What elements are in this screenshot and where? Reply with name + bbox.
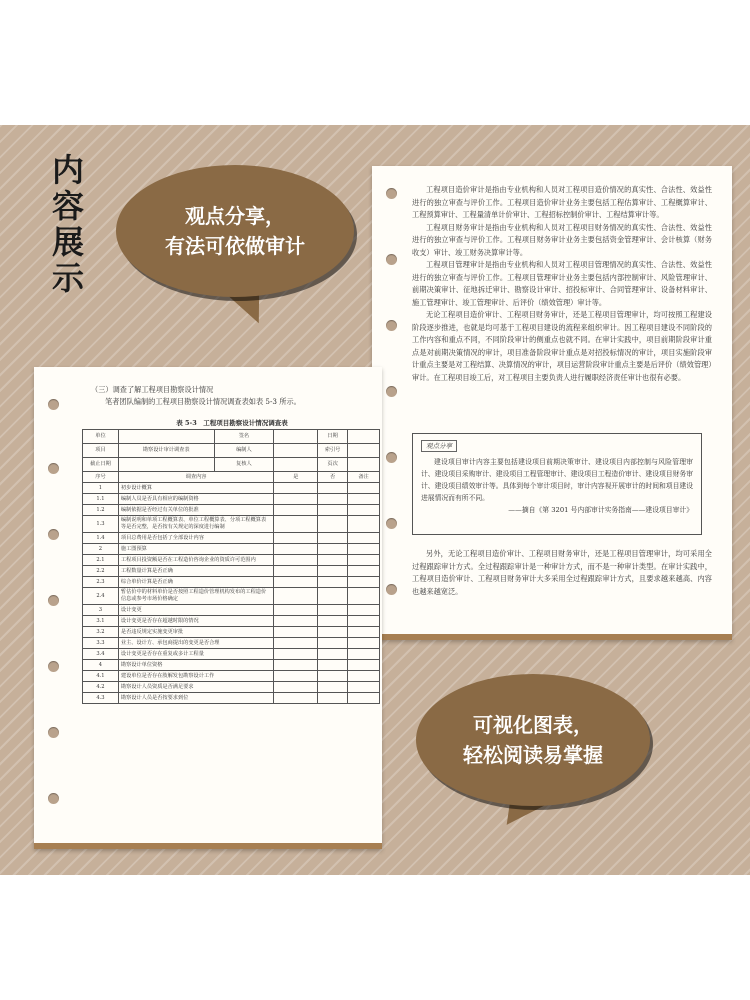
row-yes [274, 505, 318, 516]
binder-hole [386, 518, 397, 529]
row-remark [348, 505, 380, 516]
table-row [83, 544, 380, 555]
row-number: 3.1 [83, 616, 119, 627]
meta-value [118, 458, 214, 472]
bubble-line: 可视化图表， [473, 713, 593, 737]
meta-value [274, 430, 318, 444]
row-remark [348, 693, 380, 704]
row-no [318, 627, 348, 638]
row-yes [274, 544, 318, 555]
meta-label: 截止日期 [83, 458, 119, 472]
binder-hole [386, 254, 397, 265]
side-title [48, 152, 88, 296]
meta-label: 编制人 [214, 444, 274, 458]
chart-bubble [416, 674, 650, 806]
row-content: 编制人员是否具有相应的编制资格 [118, 494, 273, 505]
row-no [318, 605, 348, 616]
table-row [83, 660, 380, 671]
paragraph: 无论工程项目造价审计、工程项目财务审计，还是工程项目管理审计，均可按照工程建设阶段逐步推进，也就是均可基于工程项目建设的流程来组织审计。因工程项目建设不同阶段的工作内容和重点不同，不同阶段审计的侧重点也就不同。在审计实践中，项目前期阶段审计重点是对前期决策情况的审计，项目准备阶段审计重点是对招投标情况的审计，项目实施阶段审计重点主要是对工程结算、决算情况的审计，项目运营阶段审计重点主要是后评价（绩效管理）审计。在工程项目竣工后，对工程项目主要负责人进行履职经济责任审计也很有必要。 [412, 310, 712, 382]
row-number: 4.3 [83, 693, 119, 704]
row-content: 初步设计概算 [118, 483, 273, 494]
row-no [318, 566, 348, 577]
binder-hole [48, 399, 59, 410]
row-yes [274, 555, 318, 566]
row-number: 2.1 [83, 555, 119, 566]
row-number: 1.4 [83, 533, 119, 544]
row-number: 4.1 [83, 671, 119, 682]
table-row [83, 494, 380, 505]
row-number: 2 [83, 544, 119, 555]
meta-label: 项目 [83, 444, 119, 458]
binder-hole [386, 320, 397, 331]
meta-label: 单位 [83, 430, 119, 444]
row-number: 1 [83, 483, 119, 494]
row-content: 施工图预算 [118, 544, 273, 555]
row-number: 4 [83, 660, 119, 671]
row-number: 1.2 [83, 505, 119, 516]
paragraph: 工程项目造价审计是指由专业机构和人员对工程项目造价情况的真实性、合法性、效益性进行的独立审查与评价工作。工程项目造价审计业务主要包括工程估算审计、工程概算审计、工程预算审计、工程量清单计价审计、工程招标控制价审计、工程结算审计等。 [412, 185, 712, 219]
row-remark [348, 671, 380, 682]
table-meta-row [83, 444, 380, 458]
row-no [318, 516, 348, 533]
meta-value [274, 458, 318, 472]
row-number: 3 [83, 605, 119, 616]
row-content: 编制依据是否经过有关单位的批准 [118, 505, 273, 516]
meta-value: 勘察设计审计调查表 [118, 444, 214, 458]
row-content: 勘察设计单位资格 [118, 660, 273, 671]
row-number: 2.4 [83, 588, 119, 605]
paragraph: 另外，无论工程项目造价审计、工程项目财务审计，还是工程项目管理审计，均可采用全过程跟踪审计方式。全过程跟踪审计是一种审计方式，而不是一种审计类型。在审计实践中，工程项目造价审计、工程项目财务审计大多采用全过程跟踪审计方式，且要求越来越高、内容也越来越宽泛。 [412, 549, 712, 596]
left-book-page [34, 367, 382, 849]
row-remark [348, 494, 380, 505]
table-row [83, 555, 380, 566]
side-title-char: 容 [51, 187, 84, 225]
row-no [318, 494, 348, 505]
table-body [83, 483, 380, 704]
survey-table [82, 429, 380, 704]
bubble-line: 轻松阅读易掌握 [463, 743, 603, 767]
row-remark [348, 660, 380, 671]
row-content: 建设单位是否存在肢解发包勘察设计工作 [118, 671, 273, 682]
row-remark [348, 577, 380, 588]
row-content: 是否违反规定实施变更审批 [118, 627, 273, 638]
row-content: 暂估价中的材料单价是否按照工程造价管理机构发布的工程造价信息或参考市场价格确定 [118, 588, 273, 605]
row-number: 2.2 [83, 566, 119, 577]
row-yes [274, 682, 318, 693]
row-content: 设计变更是否存在超越时限的情况 [118, 616, 273, 627]
table-row [83, 483, 380, 494]
row-yes [274, 660, 318, 671]
row-yes [274, 638, 318, 649]
binder-hole [386, 452, 397, 463]
row-no [318, 588, 348, 605]
row-number: 3.4 [83, 649, 119, 660]
row-remark [348, 588, 380, 605]
opinion-bubble [116, 165, 354, 297]
binder-hole [386, 188, 397, 199]
table-row [83, 638, 380, 649]
row-remark [348, 616, 380, 627]
row-no [318, 682, 348, 693]
table-row [83, 505, 380, 516]
table-row [83, 682, 380, 693]
paragraph: 工程项目管理审计是指由专业机构和人员对工程项目管理情况的真实性、合法性、效益性进行的独立审查与评价工作。工程项目管理审计业务主要包括内部控制审计、风险管理审计、前期决策审计、征地拆迁审计、勘察设计审计、招投标审计、合同管理审计、设备材料审计、施工管理审计、竣工管理审计、后评价（绩效管理）审计等。 [412, 260, 712, 307]
row-yes [274, 649, 318, 660]
row-remark [348, 483, 380, 494]
row-no [318, 544, 348, 555]
bubble-line: 观点分享， [185, 204, 285, 228]
row-yes [274, 577, 318, 588]
column-header: 备注 [348, 472, 380, 483]
table-row [83, 616, 380, 627]
binder-hole [48, 529, 59, 540]
table-meta-row [83, 458, 380, 472]
row-content: 设计变更是否存在重复或多计工程量 [118, 649, 273, 660]
row-yes [274, 693, 318, 704]
row-yes [274, 566, 318, 577]
meta-label: 日期 [318, 430, 348, 444]
section-heading: （三）调查了解工程项目勘察设计情况 [91, 385, 214, 394]
table-row [83, 605, 380, 616]
column-header: 调查内容 [118, 472, 273, 483]
table-row [83, 671, 380, 682]
meta-value [118, 430, 214, 444]
row-content: 工程项目投资额是否在工程造价咨询企业的资质许可范围内 [118, 555, 273, 566]
row-no [318, 483, 348, 494]
callout-text: 建设项目审计内容主要包括建设项目前期决策审计、建设项目内部控制与风险管理审计、建设项目采购审计、建设项目工程管理审计、建设项目工程造价审计、建设项目财务审计、建设项目绩效审计等。具体到每个审计项目时，审计内容视开展审计的时间和项目建设进展情况而有所不同。 [421, 458, 693, 502]
table-row [83, 649, 380, 660]
row-remark [348, 638, 380, 649]
row-no [318, 660, 348, 671]
row-content: 工程数量计算是否正确 [118, 566, 273, 577]
callout-source: ——摘自《第 3201 号内部审计实务指南——建设项目审计》 [508, 506, 693, 514]
row-number: 3.3 [83, 638, 119, 649]
row-yes [274, 671, 318, 682]
row-number: 2.3 [83, 577, 119, 588]
row-yes [274, 605, 318, 616]
row-content: 业主、设计方、承包商提出的变更是否合理 [118, 638, 273, 649]
opinion-callout-box [412, 433, 702, 535]
row-remark [348, 544, 380, 555]
row-yes [274, 494, 318, 505]
row-number: 3.2 [83, 627, 119, 638]
row-number: 1.3 [83, 516, 119, 533]
binder-hole [48, 661, 59, 672]
table-row [83, 693, 380, 704]
right-book-page [372, 166, 732, 640]
binder-hole [48, 793, 59, 804]
row-no [318, 577, 348, 588]
row-content: 项目总费用是否包括了全部设计内容 [118, 533, 273, 544]
binder-hole [386, 386, 397, 397]
table-title: 表 5-3 工程项目勘察设计情况调查表 [176, 419, 288, 427]
row-remark [348, 516, 380, 533]
row-yes [274, 616, 318, 627]
row-number: 1.1 [83, 494, 119, 505]
meta-value [348, 444, 380, 458]
row-content: 编制说明和单项工程概算表、单位工程概算表、分项工程概算表等是否完整，是否按有关规定的深度进行编制 [118, 516, 273, 533]
row-yes [274, 627, 318, 638]
row-no [318, 533, 348, 544]
table-row [83, 516, 380, 533]
row-remark [348, 533, 380, 544]
row-yes [274, 516, 318, 533]
meta-label: 复核人 [214, 458, 274, 472]
table-row [83, 533, 380, 544]
column-header: 是 [274, 472, 318, 483]
meta-value [348, 458, 380, 472]
row-yes [274, 483, 318, 494]
binder-hole [48, 595, 59, 606]
row-content: 勘察设计人员资质是否满足要求 [118, 682, 273, 693]
row-remark [348, 605, 380, 616]
bubble-line: 有法可依做审计 [165, 234, 305, 258]
right-page-body [412, 184, 712, 384]
callout-label: 观点分享 [421, 440, 457, 452]
binder-hole [48, 727, 59, 738]
table-row [83, 566, 380, 577]
row-remark [348, 627, 380, 638]
table-row [83, 588, 380, 605]
binder-hole [386, 584, 397, 595]
row-content: 勘察设计人员是否按要求到位 [118, 693, 273, 704]
table-row [83, 627, 380, 638]
row-remark [348, 682, 380, 693]
row-content: 设计变更 [118, 605, 273, 616]
meta-value [348, 430, 380, 444]
row-yes [274, 588, 318, 605]
row-remark [348, 649, 380, 660]
row-remark [348, 555, 380, 566]
table-meta-row [83, 430, 380, 444]
side-title-char: 展 [51, 223, 84, 261]
side-title-char: 内 [51, 151, 84, 189]
meta-value [274, 444, 318, 458]
side-title-char: 示 [51, 259, 84, 297]
meta-label: 签名 [214, 430, 274, 444]
row-number: 4.2 [83, 682, 119, 693]
row-content: 综合单价计算是否正确 [118, 577, 273, 588]
table-row [83, 577, 380, 588]
row-no [318, 638, 348, 649]
column-header: 序号 [83, 472, 119, 483]
left-page-intro [91, 384, 371, 408]
row-no [318, 671, 348, 682]
row-no [318, 693, 348, 704]
row-no [318, 616, 348, 627]
right-page-closing [412, 548, 712, 598]
row-no [318, 649, 348, 660]
row-yes [274, 533, 318, 544]
meta-label: 索引号 [318, 444, 348, 458]
row-no [318, 505, 348, 516]
table-header-row [83, 472, 380, 483]
paragraph: 工程项目财务审计是指由专业机构和人员对工程项目财务情况的真实性、合法性、效益性进行的独立审查与评价工作。工程项目财务审计业务主要包括资金管理审计、会计核算（财务收支）审计、竣工财务决算审计等。 [412, 222, 712, 257]
row-no [318, 555, 348, 566]
row-remark [348, 566, 380, 577]
binder-hole [48, 463, 59, 474]
meta-label: 页次 [318, 458, 348, 472]
intro-text: 笔者团队编制的工程项目勘察设计情况调查表如表 5-3 所示。 [105, 397, 301, 406]
column-header: 否 [318, 472, 348, 483]
